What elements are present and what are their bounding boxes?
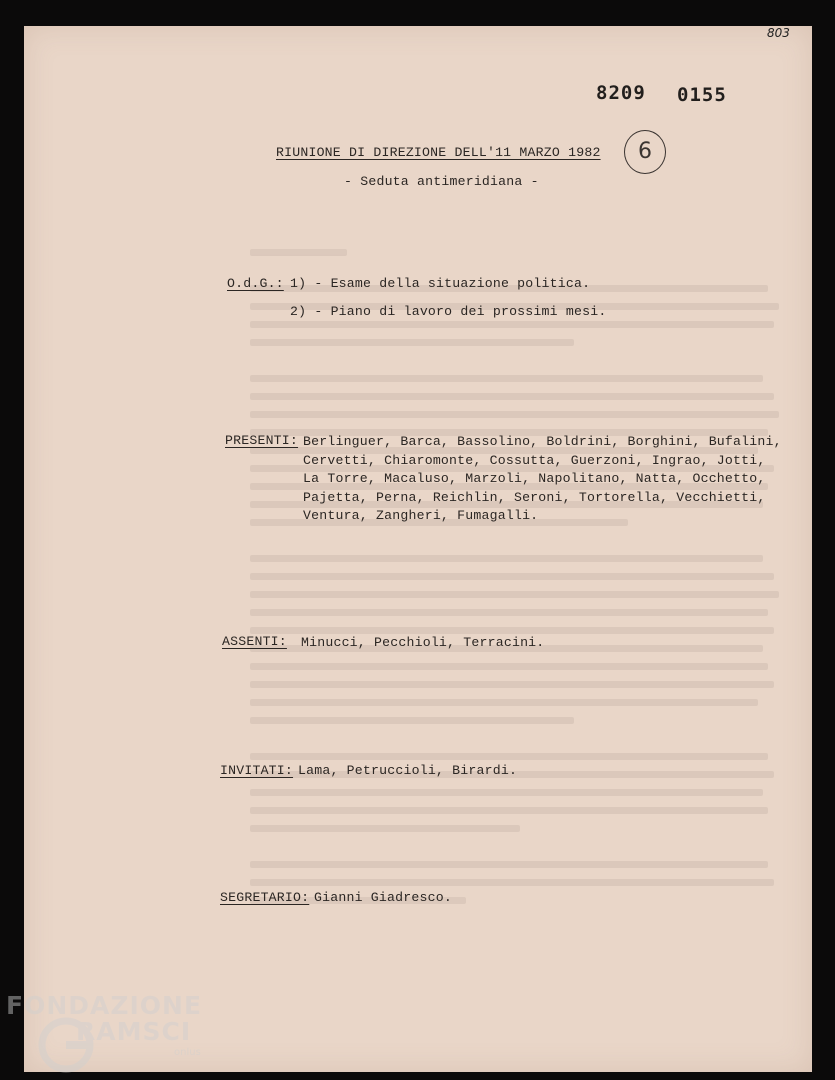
assenti-text: Minucci, Pecchioli, Terracini. xyxy=(301,635,545,650)
circled-number xyxy=(624,130,666,174)
odg-item-2: 2) - Piano di lavoro dei prossimi mesi. xyxy=(290,304,607,319)
segretario-text: Gianni Giadresco. xyxy=(314,890,452,905)
invitati-label: INVITATI: xyxy=(220,763,294,778)
presenti-line: Berlinguer, Barca, Bassolino, Boldrini, Borghini, Bufalini, xyxy=(303,434,782,449)
odg-item-1: 1) - Esame della situazione politica. xyxy=(290,276,591,291)
corner-handwritten-number: 803 xyxy=(767,26,790,40)
presenti-line: La Torre, Macaluso, Marzoli, Napolitano, Natta, Occhetto, xyxy=(303,471,766,486)
assenti-label: ASSENTI: xyxy=(222,634,287,649)
watermark-line-2: RAMSCI xyxy=(76,1017,192,1046)
presenti-line: Cervetti, Chiaromonte, Cossutta, Guerzoni, Ingrao, Jotti, xyxy=(303,452,766,468)
invitati-text: Lama, Petruccioli, Birardi. xyxy=(298,763,518,778)
archive-stamp-left: 8209 xyxy=(596,82,646,104)
watermark-line-3: onlus xyxy=(174,1047,201,1058)
odg-label: O.d.G.: xyxy=(227,276,284,291)
presenti-label: PRESENTI: xyxy=(225,433,299,448)
presenti-line: Pajetta, Perna, Reichlin, Seroni, Tortorella, Vecchietti, xyxy=(303,489,766,505)
circled-number-text: 6 xyxy=(638,139,652,164)
archive-stamp-right: 0155 xyxy=(677,84,727,106)
watermark-line-1: FONDAZIONE xyxy=(6,991,203,1020)
fondazione-gramsci-watermark xyxy=(6,985,216,1075)
presenti-list xyxy=(303,433,782,526)
document-title: RIUNIONE DI DIREZIONE DELL'11 MARZO 1982 xyxy=(276,145,601,160)
document-subtitle: - Seduta antimeridiana - xyxy=(344,174,539,189)
presenti-line: Ventura, Zangheri, Fumagalli. xyxy=(303,508,539,523)
document-page xyxy=(24,26,812,1072)
bleed-through-texture xyxy=(250,238,790,958)
segretario-label: SEGRETARIO: xyxy=(220,890,310,905)
